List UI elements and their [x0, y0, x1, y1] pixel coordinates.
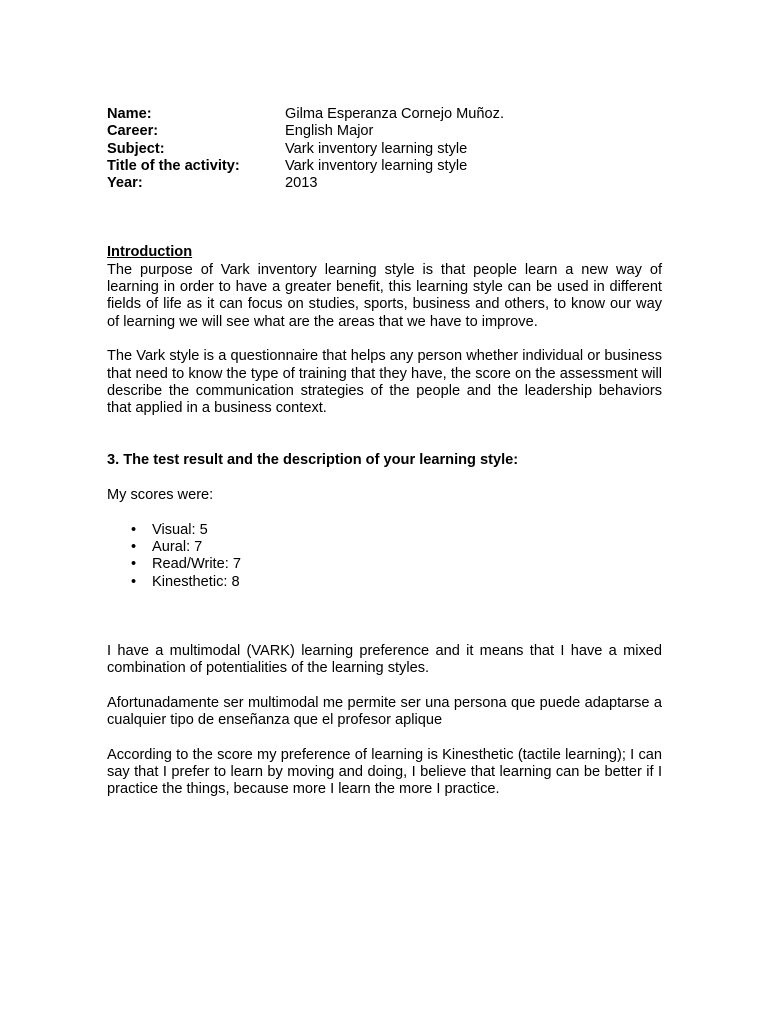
scores-list — [107, 522, 662, 591]
introduction-paragraph-1: The purpose of Vark inventory learning style is that people learn a new way of learning in order to have a greater benefit, this learning style can be used in different fields of life as it can focus on studies, sports, business and others, to know our way of learning we will see what are the areas that we have to improve. — [107, 261, 662, 330]
info-label: Subject: — [107, 140, 165, 157]
info-label: Year: — [107, 175, 143, 192]
info-row-name — [107, 106, 504, 123]
info-value: 2013 — [285, 175, 318, 192]
results-paragraph-1: I have a multimodal (VARK) learning preference and it means that I have a mixed combination of potentialities of the learning styles. — [107, 642, 662, 677]
list-item: • Visual: 5 — [152, 522, 662, 539]
info-label: Career: — [107, 123, 159, 140]
results-heading: 3. The test result and the description of your learning style: — [107, 452, 519, 469]
info-value: Vark inventory learning style — [285, 140, 468, 157]
info-row-subject — [107, 141, 504, 158]
introduction-paragraph-2: The Vark style is a questionnaire that helps any person whether individual or business that need to know the type of training that they have, the score on the assessment will describe the communication strategies of the people and the leadership behaviors that applied in a business context. — [107, 348, 662, 417]
info-row-title — [107, 158, 504, 175]
scores-intro: My scores were: — [107, 487, 214, 504]
list-item: • Aural: 7 — [152, 539, 662, 556]
info-table — [107, 106, 504, 192]
info-row-year — [107, 175, 504, 192]
list-item: • Read/Write: 7 — [152, 556, 662, 573]
info-row-career — [107, 123, 504, 140]
results-paragraph-3: According to the score my preference of learning is Kinesthetic (tactile learning); I can say that I prefer to learn by moving and doing, I believe that learning can be better if I practice the things, because more I learn the more I practice. — [107, 746, 662, 798]
info-label: Name: — [107, 106, 152, 122]
info-value: Vark inventory learning style — [285, 157, 468, 174]
list-item: • Kinesthetic: 8 — [152, 574, 662, 591]
info-value: English Major — [285, 123, 374, 140]
info-label: Title of the activity: — [107, 157, 240, 174]
results-paragraph-2: Afortunadamente ser multimodal me permite ser una persona que puede adaptarse a cualquier tipo de enseñanza que el profesor aplique — [107, 694, 662, 729]
info-value: Gilma Esperanza Cornejo Muñoz. — [285, 106, 505, 122]
introduction-heading: Introduction — [107, 244, 193, 261]
